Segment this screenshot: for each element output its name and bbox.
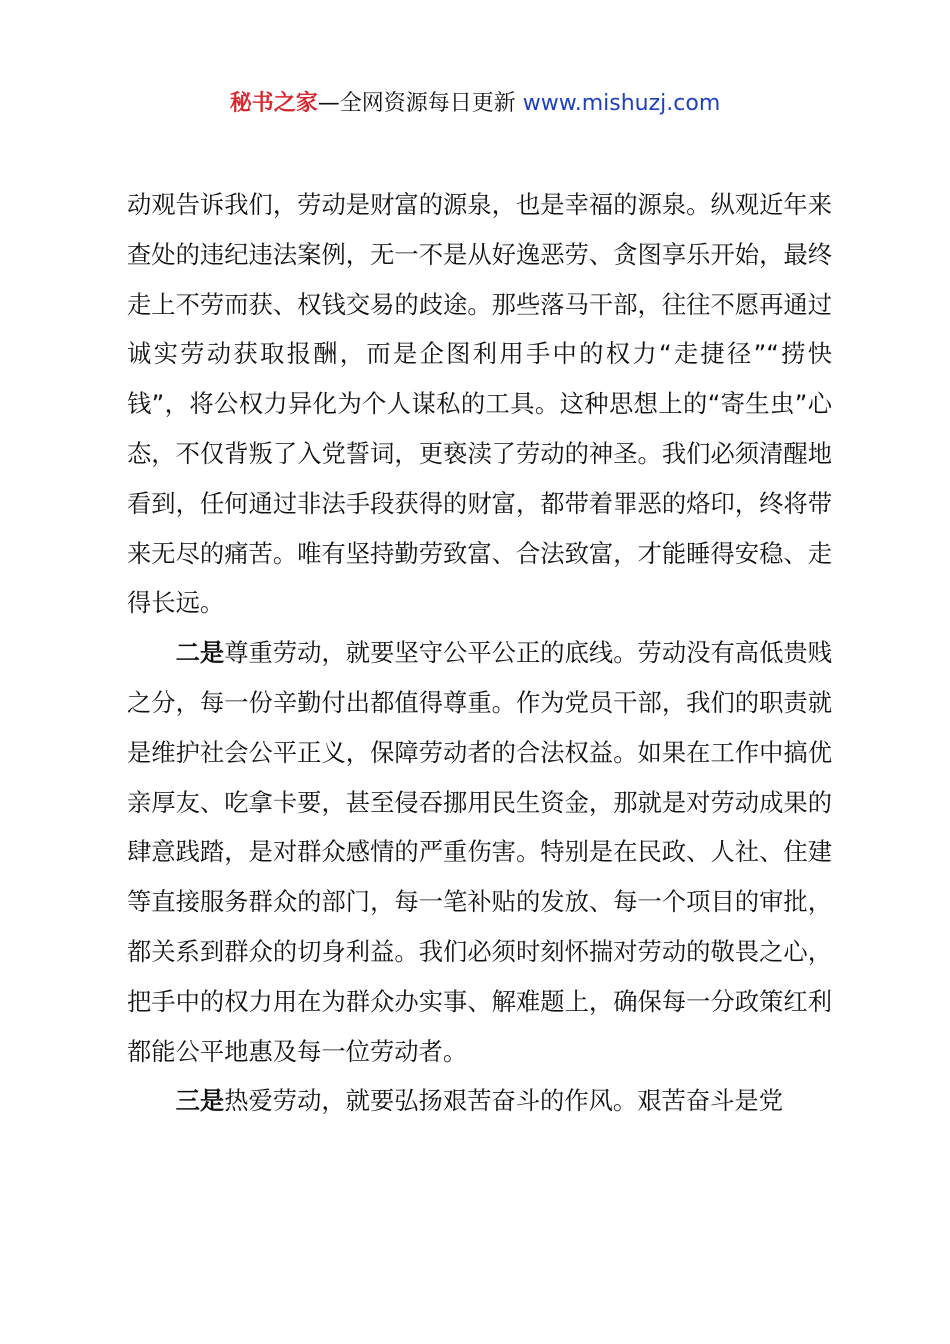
brand-name: 秘书之家 <box>229 91 318 116</box>
paragraph-text: 动观告诉我们，劳动是财富的源泉，也是幸福的源泉。纵观近年来查处的违纪违法案例，无一不是从好逸恶劳、贪图享乐开始，最终走上不劳而获、权钱交易的歧途。那些落马干部，往往不愿再通过诚实劳动获取报酬，而是企图利用手中的权力“走捷径”“捞快钱”，将公权力异化为个人谋私的工具。这种思想上的“寄生虫”心态，不仅背叛了入党誓词，更亵渎了劳动的神圣。我们必须清醒地看到，任何通过非法手段获得的财富，都带着罪恶的烙印，终将带来无尽的痛苦。唯有坚持勤劳致富、合法致富，才能睡得安稳、走得长远。 <box>127 190 832 618</box>
paragraph-lead: 二是 <box>175 638 225 668</box>
paragraph-lead: 三是 <box>175 1086 225 1116</box>
paragraph-2 <box>127 628 832 1076</box>
paragraph-3 <box>127 1076 832 1126</box>
paragraph-1 <box>127 180 832 628</box>
paragraph-text: 尊重劳动，就要坚守公平公正的底线。劳动没有高低贵贱之分，每一份辛勤付出都值得尊重。作为党员干部，我们的职责就是维护社会公平正义，保障劳动者的合法权益。如果在工作中搞优亲厚友、吃拿卡要，甚至侵吞挪用民生资金，那就是对劳动成果的肆意践踏，是对群众感情的严重伤害。特别是在民政、人社、住建等直接服务群众的部门，每一笔补贴的发放、每一个项目的审批，都关系到群众的切身利益。我们必须时刻怀揣对劳动的敬畏之心，把手中的权力用在为群众办实事、解难题上，确保每一分政策红利都能公平地惠及每一位劳动者。 <box>127 638 832 1066</box>
document-body <box>127 180 832 1126</box>
header-url[interactable]: www.mishuzj.com <box>522 91 721 116</box>
paragraph-text: 热爱劳动，就要弘扬艰苦奋斗的作风。艰苦奋斗是党 <box>224 1086 784 1116</box>
page-header <box>0 88 950 120</box>
header-slogan: —全网资源每日更新 <box>317 91 516 116</box>
